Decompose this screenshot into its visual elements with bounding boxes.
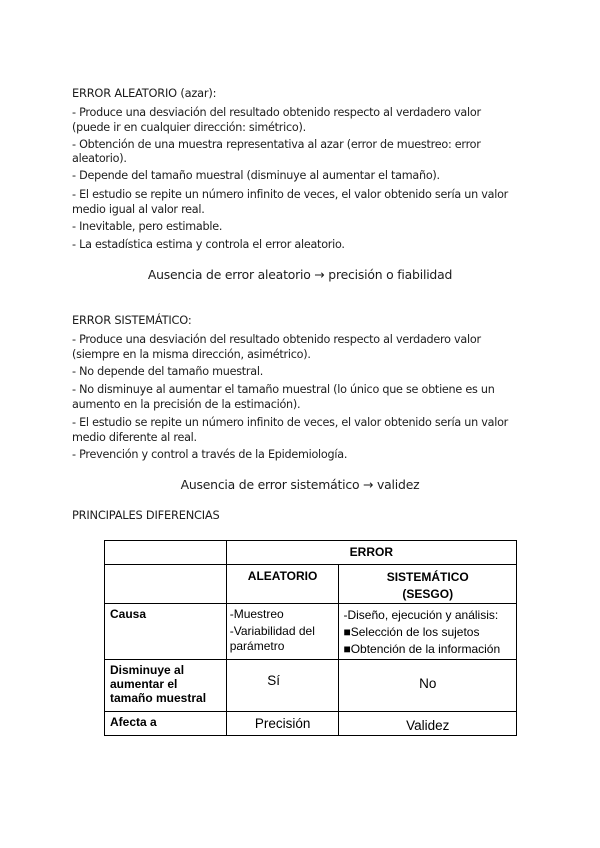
list-item: ■Obtención de la información	[343, 642, 501, 656]
square-bullet-icon: ■	[343, 642, 351, 656]
disminuye-aleatorio-value: Sí	[226, 660, 339, 712]
aleatorio-line: - Inevitable, pero estimable.	[72, 220, 223, 233]
list-item: ■Selección de los sujetos	[343, 625, 480, 639]
section-title-aleatorio: ERROR ALEATORIO (azar):	[72, 86, 217, 100]
empty-label-cell	[105, 565, 227, 604]
table-row	[105, 604, 517, 660]
col-header-sistematico-line2: (SESGO)	[402, 587, 454, 601]
afecta-sistematico-value: Validez	[339, 712, 517, 736]
causa-aleatorio-line: parámetro	[229, 639, 285, 653]
aleatorio-line: - La estadística estima y controla el error aleatorio.	[72, 238, 345, 251]
aleatorio-line: - Obtención de una muestra representativa al azar (error de muestreo: error	[72, 138, 481, 151]
causa-sistematico-intro: -Diseño, ejecución y análisis:	[343, 608, 499, 622]
sistematico-line: - Produce una desviación del resultado obtenido respecto al verdadero valor	[72, 333, 481, 346]
differences-table	[104, 540, 517, 736]
row-label-afecta: Afecta a	[105, 712, 227, 736]
aleatorio-line: - Depende del tamaño muestral (disminuye al aumentar el tamaño).	[72, 169, 440, 182]
aleatorio-line: (puede ir en cualquier dirección: simétrico).	[72, 121, 306, 134]
col-header-aleatorio: ALEATORIO	[226, 565, 339, 604]
causa-sistematico-cell	[339, 604, 517, 660]
aleatorio-conclusion: Ausencia de error aleatorio → precisión o fiabilidad	[147, 267, 453, 282]
col-header-sistematico	[339, 565, 517, 604]
aleatorio-line: medio igual al valor real.	[72, 203, 205, 216]
sistematico-line: medio diferente al real.	[72, 431, 197, 444]
aleatorio-line: - El estudio se repite un número infinito de veces, el valor obtenido sería un valor	[72, 188, 509, 201]
causa-aleatorio-line: -Variabilidad del	[229, 624, 315, 638]
section-title-sistematico: ERROR SISTEMÁTICO:	[72, 313, 192, 327]
sistematico-line: - No depende del tamaño muestral.	[72, 365, 264, 378]
aleatorio-line: - Produce una desviación del resultado obtenido respecto al verdadero valor	[72, 106, 481, 119]
table-subheader-row	[105, 565, 517, 604]
table-row	[105, 660, 517, 712]
sistematico-line: - Prevención y control a través de la Epidemiología.	[72, 448, 348, 461]
row-label-disminuye: Disminuye al aumentar el tamaño muestral	[105, 660, 227, 712]
col-header-sistematico-line1: SISTEMÁTICO	[386, 570, 469, 584]
disminuye-sistematico-value: No	[339, 660, 517, 712]
error-header: ERROR	[226, 541, 516, 565]
table-row	[105, 712, 517, 736]
sistematico-line: - No disminuye al aumentar el tamaño muestral (lo único que se obtiene es un	[72, 383, 495, 396]
row-label-causa: Causa	[105, 604, 227, 660]
afecta-aleatorio-value: Precisión	[226, 712, 339, 736]
aleatorio-line: aleatorio).	[72, 152, 127, 165]
sistematico-conclusion: Ausencia de error sistemático → validez	[180, 477, 420, 492]
causa-aleatorio-cell	[226, 604, 339, 660]
sistematico-line: - El estudio se repite un número infinito de veces, el valor obtenido sería un valor	[72, 416, 509, 429]
causa-aleatorio-line: -Muestreo	[229, 607, 284, 621]
sistematico-line: aumento en la precisión de la estimación).	[72, 398, 301, 411]
section-title-diferencias: PRINCIPALES DIFERENCIAS	[72, 508, 220, 522]
table-header-row	[105, 541, 517, 565]
square-bullet-icon: ■	[343, 625, 351, 639]
empty-corner-cell	[105, 541, 227, 565]
sistematico-line: (siempre en la misma dirección, asimétrico).	[72, 348, 311, 361]
